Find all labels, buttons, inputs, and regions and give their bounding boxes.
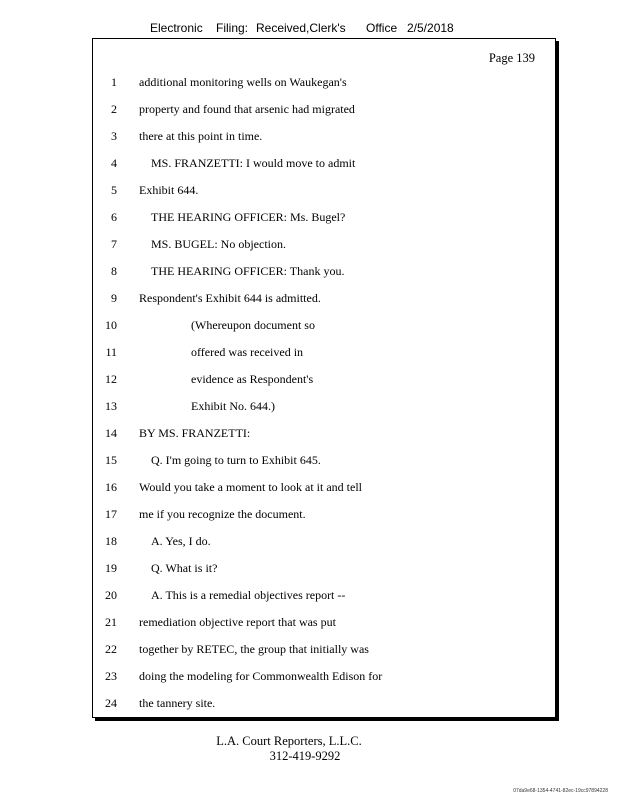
line-number: 18 xyxy=(105,534,117,548)
line-text: MS. BUGEL: No objection. xyxy=(151,237,286,251)
transcript-line xyxy=(93,615,553,631)
transcript-line xyxy=(93,372,553,388)
line-text: (Whereupon document so xyxy=(191,318,315,332)
transcript-line xyxy=(93,318,553,334)
transcript-line xyxy=(93,291,553,307)
header-received: Received,Clerk's xyxy=(256,21,346,35)
header-filing: Filing: xyxy=(216,21,249,35)
transcript-line xyxy=(93,345,553,361)
line-number: 6 xyxy=(111,210,117,224)
document-id: 07da9e68-1354-4741-82ec-19cc97894228 xyxy=(513,788,608,794)
page-number: Page 139 xyxy=(488,51,535,65)
line-number: 14 xyxy=(105,426,117,440)
line-text: Exhibit No. 644.) xyxy=(191,399,275,413)
line-number: 5 xyxy=(111,183,117,197)
line-number: 23 xyxy=(105,669,117,683)
header-electronic: Electronic xyxy=(150,21,203,35)
line-number: 4 xyxy=(111,156,117,170)
line-number: 22 xyxy=(105,642,117,656)
line-number: 12 xyxy=(105,372,117,386)
transcript-line xyxy=(93,210,553,226)
line-number: 1 xyxy=(111,75,117,89)
line-number: 20 xyxy=(105,588,117,602)
transcript-line xyxy=(93,480,553,496)
line-text: A. Yes, I do. xyxy=(151,534,211,548)
line-number: 8 xyxy=(111,264,117,278)
line-text: property and found that arsenic had migrated xyxy=(139,102,355,116)
line-text: offered was received in xyxy=(191,345,304,359)
footer-company: L.A. Court Reporters, L.L.C. xyxy=(216,734,362,748)
transcript-line xyxy=(93,642,553,658)
line-text: Respondent's Exhibit 644 is admitted. xyxy=(139,291,321,305)
line-text: me if you recognize the document. xyxy=(139,507,306,521)
header-date: 2/5/2018 xyxy=(407,21,454,35)
transcript-line xyxy=(93,183,553,199)
transcript-line xyxy=(93,588,553,604)
transcript-line xyxy=(93,669,553,685)
line-number: 9 xyxy=(111,291,117,305)
line-text: together by RETEC, the group that initially was xyxy=(139,642,369,656)
transcript-line xyxy=(93,561,553,577)
transcript-line xyxy=(93,534,553,550)
footer-phone: 312-419-9292 xyxy=(269,749,341,763)
line-text: evidence as Respondent's xyxy=(191,372,314,386)
line-text: A. This is a remedial objectives report -- xyxy=(151,588,346,602)
line-text: doing the modeling for Commonwealth Edison for xyxy=(139,669,383,683)
line-text: THE HEARING OFFICER: Ms. Bugel? xyxy=(151,210,346,224)
transcript-line xyxy=(93,696,553,712)
line-number: 24 xyxy=(105,696,117,710)
transcript-line xyxy=(93,399,553,415)
transcript-line xyxy=(93,237,553,253)
line-text: additional monitoring wells on Waukegan's xyxy=(139,75,347,89)
line-text: MS. FRANZETTI: I would move to admit xyxy=(151,156,356,170)
line-text: THE HEARING OFFICER: Thank you. xyxy=(151,264,345,278)
line-text: Exhibit 644. xyxy=(139,183,199,197)
line-number: 2 xyxy=(111,102,117,116)
line-number: 16 xyxy=(105,480,117,494)
transcript-line xyxy=(93,453,553,469)
line-text: Q. What is it? xyxy=(151,561,218,575)
line-number: 13 xyxy=(105,399,117,413)
transcript-line xyxy=(93,75,553,91)
line-text: the tannery site. xyxy=(139,696,216,710)
transcript-line xyxy=(93,507,553,523)
transcript-line xyxy=(93,426,553,442)
transcript-line xyxy=(93,129,553,145)
line-number: 19 xyxy=(105,561,117,575)
line-number: 11 xyxy=(105,345,117,359)
transcript-line xyxy=(93,264,553,280)
line-number: 7 xyxy=(111,237,117,251)
line-number: 3 xyxy=(111,129,117,143)
transcript-line xyxy=(93,156,553,172)
header-office: Office xyxy=(366,21,398,35)
line-text: BY MS. FRANZETTI: xyxy=(139,426,251,440)
line-text: there at this point in time. xyxy=(139,129,263,143)
line-number: 21 xyxy=(105,615,117,629)
line-text: remediation objective report that was put xyxy=(139,615,336,629)
line-number: 15 xyxy=(105,453,117,467)
line-number: 10 xyxy=(105,318,117,332)
transcript-line xyxy=(93,102,553,118)
line-text: Q. I'm going to turn to Exhibit 645. xyxy=(151,453,321,467)
transcript-page xyxy=(92,38,556,718)
line-number: 17 xyxy=(105,507,117,521)
line-text: Would you take a moment to look at it and tell xyxy=(139,480,362,494)
